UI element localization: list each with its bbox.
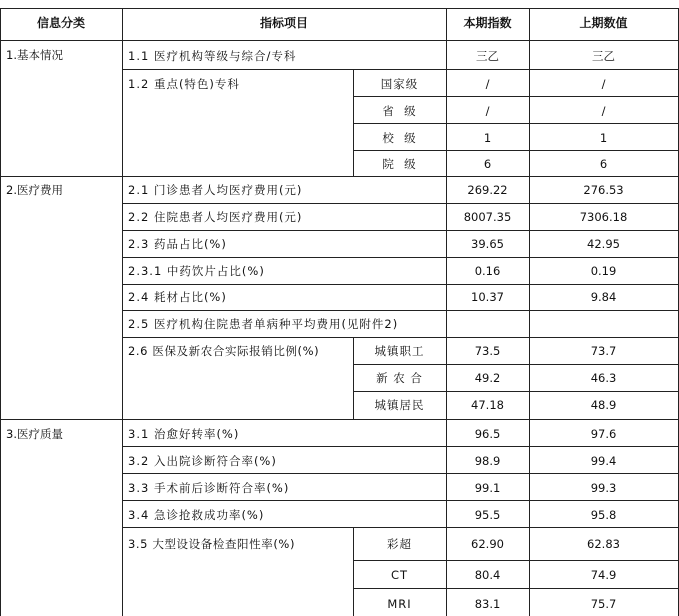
current-value: 95.5: [474, 508, 501, 522]
table-border-top: [0, 8, 679, 9]
table-border-left: [0, 8, 1, 616]
previous-value: 97.6: [590, 427, 617, 441]
sub-label: 新 农 合: [376, 371, 423, 385]
current-value: /: [485, 77, 490, 91]
section-cost: 2.医疗费用: [6, 183, 63, 197]
previous-value: 48.9: [590, 398, 617, 412]
sub-label: 彩超: [387, 537, 412, 551]
sub-label: 省 级: [382, 104, 417, 118]
current-value: 6: [483, 157, 492, 171]
current-value: 96.5: [474, 427, 501, 441]
previous-value: 6: [599, 157, 608, 171]
row-divider: [353, 560, 679, 561]
current-value: 269.22: [467, 183, 508, 197]
previous-value: 73.7: [590, 344, 617, 358]
sub-label: 城镇职工: [374, 344, 425, 358]
current-value: 80.4: [474, 568, 501, 582]
row-divider: [122, 446, 679, 447]
row-label: 2.3 药品占比(%): [128, 237, 227, 251]
row-label: 3.3 手术前后诊断符合率(%): [128, 481, 290, 495]
row-divider: [122, 203, 679, 204]
row-divider: [122, 284, 679, 285]
row-label: 2.3.1 中药饮片占比(%): [128, 264, 265, 278]
section-divider: [0, 419, 679, 420]
previous-value: /: [601, 77, 606, 91]
column-divider: [446, 8, 447, 616]
section-basic: 1.基本情况: [6, 48, 63, 62]
previous-value: 276.53: [583, 183, 624, 197]
row-label: 2.5 医疗机构住院患者单病种平均费用(见附件2): [128, 317, 399, 331]
current-value: 49.2: [474, 371, 501, 385]
previous-value: 0.19: [590, 264, 617, 278]
sub-label: 院 级: [382, 157, 417, 171]
row-label: 1.1 医疗机构等级与综合/专科: [128, 49, 297, 63]
column-divider: [122, 8, 123, 616]
sub-label: MRI: [387, 597, 412, 611]
row-divider: [122, 310, 679, 311]
sub-label: 城镇居民: [374, 398, 425, 412]
current-value: 83.1: [474, 597, 501, 611]
previous-value: 95.8: [590, 508, 617, 522]
previous-value: 99.3: [590, 481, 617, 495]
header-category: 信息分类: [36, 16, 85, 30]
row-divider: [122, 473, 679, 474]
current-value: 98.9: [474, 454, 501, 468]
row-label: 2.1 门诊患者人均医疗费用(元): [128, 183, 303, 197]
row-divider: [122, 69, 679, 70]
sub-label: 国家级: [380, 77, 419, 91]
section-divider: [0, 176, 679, 177]
row-label: 3.5 大型设设备检查阳性率(%): [128, 537, 296, 551]
previous-value: 46.3: [590, 371, 617, 385]
row-divider: [353, 123, 679, 124]
row-label: 2.6 医保及新农合实际报销比例(%): [128, 344, 320, 358]
section-quality: 3.医疗质量: [6, 427, 63, 441]
current-value: 39.65: [471, 237, 504, 251]
current-value: 三乙: [476, 49, 499, 63]
row-divider: [353, 150, 679, 151]
header-indicator: 指标项目: [259, 16, 308, 30]
previous-value: 62.83: [587, 537, 620, 551]
previous-value: 99.4: [590, 454, 617, 468]
row-label: 3.1 治愈好转率(%): [128, 427, 240, 441]
row-label: 3.4 急诊抢救成功率(%): [128, 508, 265, 522]
row-divider: [122, 527, 679, 528]
previous-value: 42.95: [587, 237, 620, 251]
header-previous: 上期数值: [579, 16, 628, 30]
row-divider: [353, 364, 679, 365]
row-label: 2.4 耗材占比(%): [128, 290, 227, 304]
row-label: 3.2 入出院诊断符合率(%): [128, 454, 277, 468]
previous-value: 1: [599, 131, 608, 145]
row-divider: [122, 230, 679, 231]
current-value: 62.90: [471, 537, 504, 551]
row-label: 1.2 重点(特色)专科: [128, 77, 240, 91]
row-divider: [122, 257, 679, 258]
row-label: 2.2 住院患者人均医疗费用(元): [128, 210, 303, 224]
previous-value: 7306.18: [579, 210, 628, 224]
row-divider: [353, 391, 679, 392]
previous-value: /: [601, 104, 606, 118]
previous-value: 74.9: [590, 568, 617, 582]
header-divider: [0, 40, 679, 41]
current-value: 10.37: [471, 290, 504, 304]
current-value: 0.16: [474, 264, 501, 278]
current-value: 1: [483, 131, 492, 145]
current-value: 99.1: [474, 481, 501, 495]
row-divider: [353, 588, 679, 589]
row-divider: [353, 96, 679, 97]
current-value: 73.5: [474, 344, 501, 358]
column-divider: [529, 8, 530, 616]
sub-label: CT: [390, 568, 409, 582]
header-current: 本期指数: [463, 16, 512, 30]
current-value: /: [485, 104, 490, 118]
previous-value: 75.7: [590, 597, 617, 611]
row-divider: [122, 500, 679, 501]
sub-label: 校 级: [382, 131, 417, 145]
row-divider: [122, 337, 679, 338]
previous-value: 9.84: [590, 290, 617, 304]
previous-value: 三乙: [592, 49, 615, 63]
current-value: 47.18: [471, 398, 504, 412]
current-value: 8007.35: [463, 210, 512, 224]
